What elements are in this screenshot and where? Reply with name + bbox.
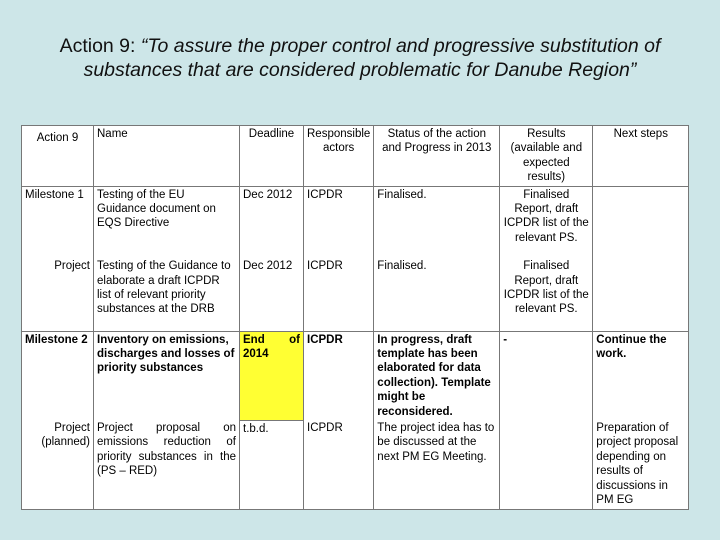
row3-results: -	[500, 331, 593, 420]
row4-status: The project idea has to be discussed at the next PM EG Meeting.	[374, 420, 500, 509]
row2-responsible: ICPDR	[304, 258, 374, 331]
header-row	[22, 126, 689, 187]
header-next: Next steps	[593, 126, 689, 187]
table-row	[22, 331, 689, 420]
row4-deadline: t.b.d.	[240, 420, 304, 509]
action-table	[21, 125, 689, 510]
row4-results	[500, 420, 593, 509]
header-deadline: Deadline	[240, 126, 304, 187]
row2-results: Finalised Report, draft ICPDR list of the relevant PS.	[500, 258, 593, 331]
row1-deadline: Dec 2012	[240, 186, 304, 258]
row2-status: Finalised.	[374, 258, 500, 331]
row3-deadline: End of 2014	[240, 331, 304, 420]
row2-action: Project	[22, 258, 94, 331]
row3-action: Milestone 2	[22, 331, 94, 420]
header-results: Results (available and expected results)	[500, 126, 593, 187]
header-status: Status of the action and Progress in 2013	[374, 126, 500, 187]
title-lead: Action 9:	[59, 35, 141, 57]
table-row	[22, 186, 689, 258]
row1-status: Finalised.	[374, 186, 500, 258]
row1-next	[593, 186, 689, 258]
row3-name: Inventory on emissions, discharges and losses of priority substances	[94, 331, 240, 420]
row2-name: Testing of the Guidance to elaborate a draft ICPDR list of relevant priority substances at the DRB	[94, 258, 240, 331]
row4-responsible: ICPDR	[304, 420, 374, 509]
row1-action: Milestone 1	[22, 186, 94, 258]
title-quote: “To assure the proper control and progressive substitution of substances that are considered problematic for Danube Region”	[83, 35, 661, 81]
page-title	[30, 34, 690, 82]
row4-name: Project proposal on emissions reduction of priority substances in the (PS – RED)	[94, 420, 240, 509]
table-row	[22, 420, 689, 509]
row3-status: In progress, draft template has been elaborated for data collection). Template might be reconsidered.	[374, 331, 500, 420]
row2-deadline: Dec 2012	[240, 258, 304, 331]
row2-next	[593, 258, 689, 331]
header-name: Name	[94, 126, 240, 187]
table-row	[22, 258, 689, 331]
row1-results: Finalised Report, draft ICPDR list of the relevant PS.	[500, 186, 593, 258]
row4-action: Project (planned)	[22, 420, 94, 509]
row3-responsible: ICPDR	[304, 331, 374, 420]
row3-next: Continue the work.	[593, 331, 689, 420]
row1-responsible: ICPDR	[304, 186, 374, 258]
row4-next: Preparation of project proposal depending on results of discussions in PM EG	[593, 420, 689, 509]
header-responsible: Responsible actors	[304, 126, 374, 187]
row1-name: Testing of the EU Guidance document on EQS Directive	[94, 186, 240, 258]
header-action: Action 9	[22, 126, 94, 187]
